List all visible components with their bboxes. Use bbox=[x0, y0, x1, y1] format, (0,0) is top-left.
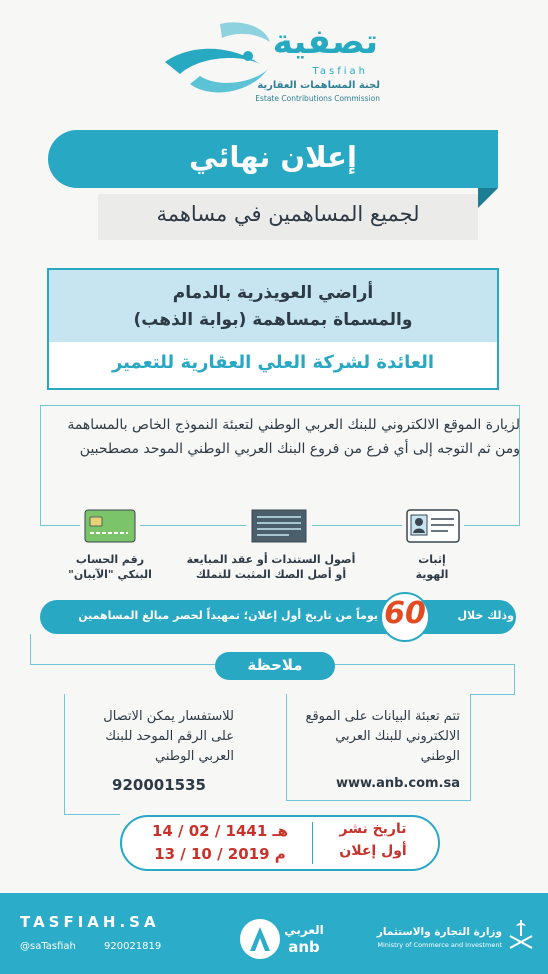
flow-line bbox=[286, 694, 287, 800]
documents-requirement-label: أصول الستندات أو عقد المبايعة أو أصل الصك المثبت للتملك bbox=[186, 553, 356, 581]
note-fill-data-text: تتم تعبئة البيانات على الموقع الالكتروني للبنك العربي الوطني bbox=[305, 709, 460, 764]
flow-line bbox=[30, 634, 31, 664]
brand-name-arabic: تصفية bbox=[272, 22, 378, 62]
flow-line bbox=[286, 800, 471, 801]
ministry-name-arabic: وزارة التجارة والاستثمار bbox=[376, 926, 502, 938]
publish-date-label: تاريخ نشر bbox=[339, 821, 407, 837]
note-label: ملاحظة bbox=[247, 656, 303, 674]
contribution-name: والمسماة بمساهمة (بوابة الذهب) bbox=[133, 310, 413, 330]
anb-logo-icon bbox=[238, 917, 282, 961]
dates-divider bbox=[312, 822, 313, 864]
days-banner-prefix: وذلك خلال bbox=[457, 609, 514, 622]
flow-line bbox=[514, 664, 515, 694]
land-name: أراضي العويذرية بالدمام bbox=[172, 283, 374, 303]
page-subtitle: لجميع المساهمين في مساهمة bbox=[156, 202, 420, 226]
hijri-date: 14 / 02 / 1441 هـ bbox=[151, 822, 289, 840]
id-requirement-label: إثبات الهوية bbox=[415, 553, 449, 581]
bank-phone-number: 920001535 bbox=[112, 776, 206, 794]
note-inquiry-text: للاستفسار يمكن الاتصال على الرقم الموحد للبنك العربي الوطني bbox=[103, 709, 234, 764]
credit-card-icon bbox=[84, 509, 136, 543]
flow-line bbox=[335, 664, 515, 665]
days-number: 60 bbox=[384, 596, 426, 631]
first-announcement-label: أول إعلان bbox=[339, 843, 407, 859]
flow-line bbox=[470, 694, 515, 695]
id-card-icon bbox=[406, 509, 460, 543]
brand-name-english: Tasfiah bbox=[312, 66, 368, 77]
instructions-text: لزيارة الموقع الالكتروني للبنك العربي الوطني لتعبئة النموذج الخاص بالمساهمة ومن ثم التوجه إلى أي فرع من فروع البنك العربي الوطني الموحد مصطحبين bbox=[67, 417, 520, 457]
days-banner-suffix: يوماً من تاريخ أول إعلان؛ تمهيداً لحصر مبالغ المساهمين bbox=[78, 609, 378, 622]
flow-line bbox=[64, 694, 65, 814]
anb-name-arabic: العربي bbox=[284, 923, 324, 937]
land-info-band bbox=[49, 270, 497, 342]
ministry-name-english: Ministry of Commerce and Investment bbox=[377, 941, 502, 949]
flow-line bbox=[30, 664, 215, 665]
bank-website-link[interactable]: www.anb.com.sa bbox=[335, 776, 460, 791]
page-title: إعلان نهائي bbox=[189, 140, 357, 174]
document-icon bbox=[251, 509, 307, 543]
bank-requirement-label: رقم الحساب البنكي "الآيبان" bbox=[68, 553, 152, 581]
footer-phone-number: 920021819 bbox=[104, 941, 162, 952]
gregorian-date: 13 / 10 / 2019 م bbox=[154, 845, 286, 863]
flow-line bbox=[40, 405, 520, 406]
anb-name-english: anb bbox=[288, 938, 320, 956]
flow-line bbox=[64, 814, 120, 815]
title-banner-fold bbox=[478, 188, 498, 208]
footer-twitter-handle[interactable]: @saTasfiah bbox=[20, 941, 76, 952]
footer-website[interactable]: TASFIAH.SA bbox=[20, 913, 160, 931]
commission-name-english: Estate Contributions Commission bbox=[255, 94, 380, 103]
saudi-emblem-icon bbox=[506, 918, 536, 952]
flow-line bbox=[470, 694, 471, 800]
owner-company: العائدة لشركة العلي العقارية للتعمير bbox=[111, 352, 435, 373]
flow-line bbox=[40, 405, 41, 525]
commission-name-arabic: لجنة المساهمات العقارية bbox=[257, 80, 380, 91]
